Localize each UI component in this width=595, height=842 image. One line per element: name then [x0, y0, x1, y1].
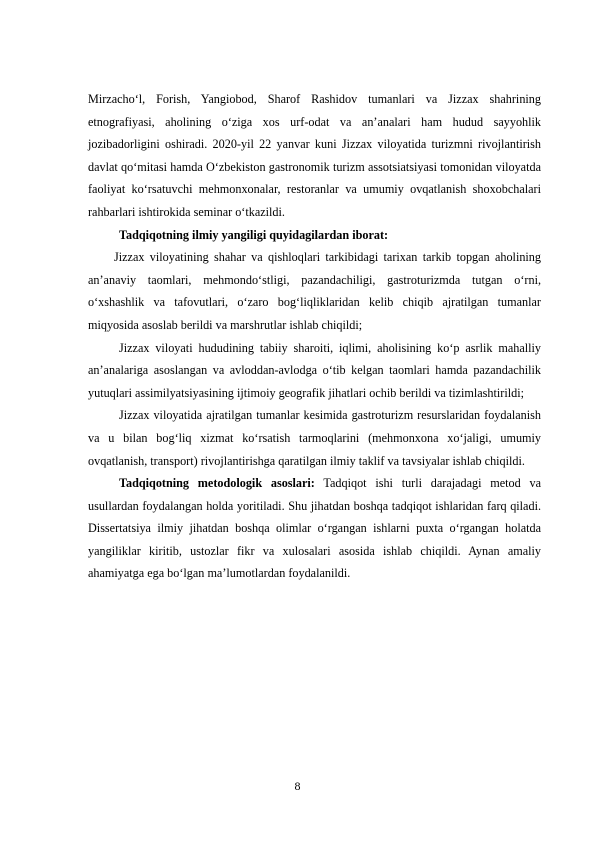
paragraph-novelty-2: Jizzax viloyati hududining tabiiy sharoiti, iqlimi, aholisining ko‘p asrlik mahalliy an’analariga asoslangan va avloddan-avlodga o‘tib kelgan taomlari hamda pazandachilik yutuqlari assimilyatsiyasining ijtimoiy geografik jihatlari ochib berildi va tizimlashtirildi;	[88, 340, 541, 400]
page-number: 8	[294, 779, 301, 793]
methodology-text: Tadqiqot ishi turli darajadagi metod va usullardan foydalangan holda yoritiladi. Shu jihatdan boshqa tadqiqot ishlaridan farq qiladi. Dissertatsiya ilmiy jihatdan boshqa olimlar o‘rgangan ishlarni puxta o‘rgangan holatda yangiliklar kiritib, ustozlar fikr va xulosalari asosida ishlab chiqildi. Aynan amaliy ahamiyatga ega bo‘lgan ma’lumotlardan foydalanildi.	[88, 476, 541, 581]
paragraph-novelty-3: Jizzax viloyatida ajratilgan tumanlar kesimida gastroturizm resurslaridan foydalanish va u bilan bog‘liq xizmat ko‘rsatish tarmoqlarini (mehmonxona xo‘jaligi, umumiy ovqatlanish, transport) rivojlantirishga qaratilgan ilmiy taklif va tavsiyalar ishlab chiqildi.	[88, 408, 541, 468]
paragraph-novelty-1: Jizzax viloyatining shahar va qishloqlari tarkibidagi tarixan tarkib topgan aholining an’anaviy taomlari, mehmondo‘stligi, pazandachiligi, gastroturizmda tutgan o‘rni, o‘xshashlik va tafovutlari, o‘zaro bog‘liqliklaridan kelib chiqib ajratilgan tumanlar miqyosida asoslab berildi va marshrutlar ishlab chiqildi;	[88, 250, 541, 332]
heading-scientific-novelty: Tadqiqotning ilmiy yangiligi quyidagilardan iborat:	[119, 227, 389, 242]
methodology-heading: Tadqiqotning metodologik asoslari:	[119, 476, 315, 491]
document-body	[88, 88, 541, 585]
paragraph-intro: Mirzacho‘l, Forish, Yangiobod, Sharof Rashidov tumanlari va Jizzax shahrining etnografiyasi, aholining o‘ziga xos urf-odat va an’analari ham hudud sayyohlik jozibadorligini oshiradi. 2020-yil 22 yanvar kuni Jizzax viloyatida turizmni rivojlantirish davlat qo‘mitasi hamda O‘zbekiston gastronomik turizm assotsiatsiyasi tomonidan viloyatda faoliyat ko‘rsatuvchi mehmonxonalar, restoranlar va umumiy ovqatlanish shoxobchalari rahbarlari ishtirokida seminar o‘tkazildi.	[88, 92, 541, 219]
paragraph-methodology	[88, 472, 541, 585]
